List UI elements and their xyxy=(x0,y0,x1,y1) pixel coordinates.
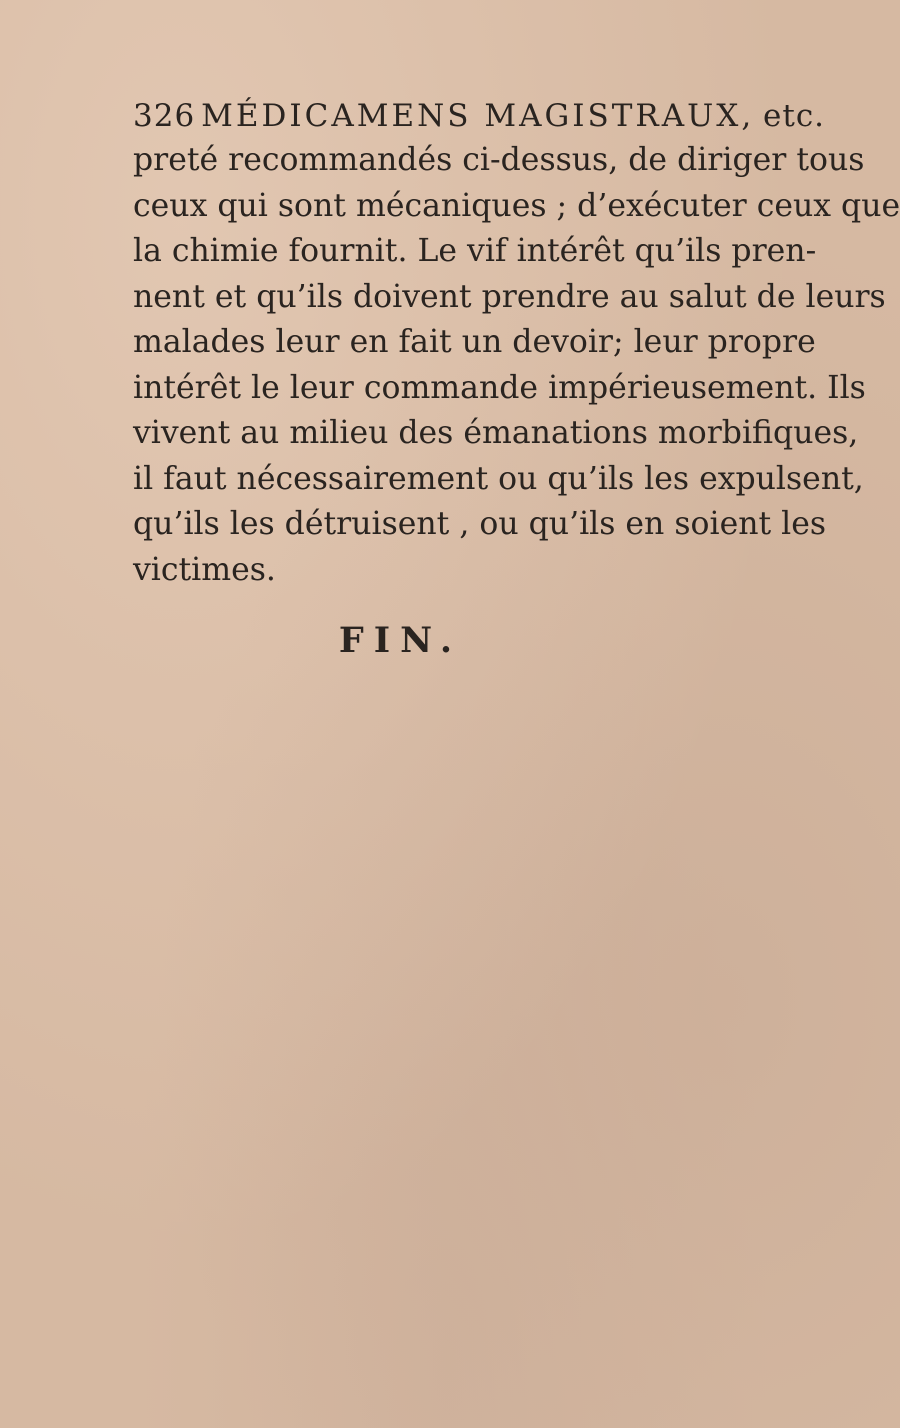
text-line: nent et qu’ils doivent prendre au salut de leurs xyxy=(133,278,886,315)
text-line: ceux qui sont mécaniques ; d’exécuter ceux que xyxy=(133,187,900,224)
running-head xyxy=(133,98,826,134)
running-title: MÉDICAMENS MAGISTRAUX xyxy=(201,98,742,134)
text-line: preté recommandés ci-dessus, de diriger tous xyxy=(133,142,865,178)
body-text xyxy=(133,138,900,593)
text-line: qu’ils les détruisent , ou qu’ils en soient les xyxy=(133,506,827,542)
text-line: vivent au milieu des émanations morbifiques, xyxy=(133,415,859,451)
text-line: malades leur en fait un devoir; leur propre xyxy=(133,324,816,360)
text-line: intérêt le leur commande impérieusement. Ils xyxy=(133,369,866,406)
end-mark: FIN. xyxy=(338,620,463,661)
text-line: il faut nécessairement ou qu’ils les expulsent, xyxy=(133,460,864,497)
running-title-suffix: , etc. xyxy=(741,98,826,134)
page-number: 326 xyxy=(133,98,196,134)
text-line: victimes. xyxy=(133,551,276,588)
text-line: la chimie fournit. Le vif intérêt qu’ils pren- xyxy=(133,233,817,269)
